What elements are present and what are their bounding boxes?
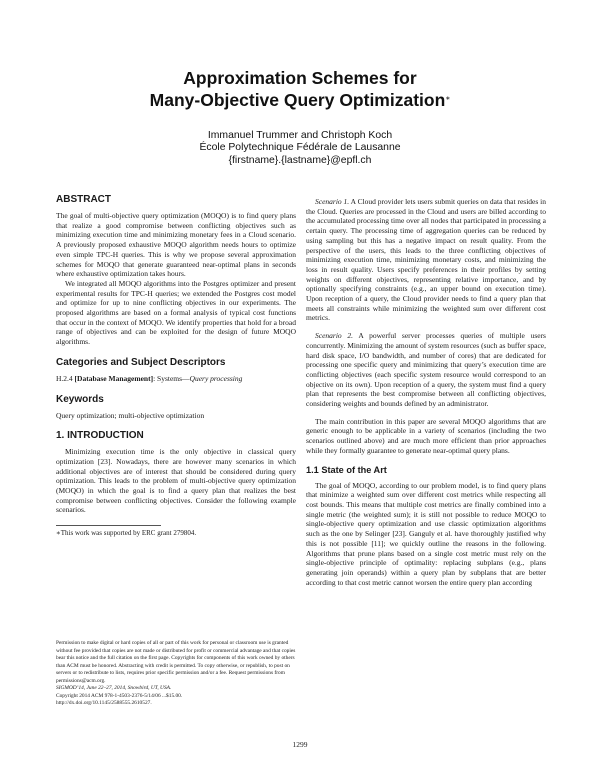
footnote-text: ∗This work was supported by ERC grant 279804. [56, 529, 197, 538]
keywords-heading: Keywords [56, 393, 104, 405]
permission-text: Permission to make digital or hard copies of all or part of this work for personal or classroom use is granted without fee provided that copies are not made or distributed for profit or commercial advantage and that copies bear this notice and the full citation on the first page. Copyrights for components of this work owned by others than ACM must be honored. Abstracting with credit is permitted. To copy otherwise, or republish, to post on servers or to redistribute to lists, requires prior specific permission and/or a fee. Request permissions from permissions@acm.org. [56, 640, 296, 684]
scenario-1-text: A Cloud provider lets users submit queries on data that resides in the Cloud. Queries are processed in the Cloud and users are billed according to the accumulated processing time over all nodes that participated in processing a certain query. The processing time of aggregation queries can be reduced by using sampling but this has a negative impact on result quality. From the perspective of the users, this leads to the three conflicting objectives of minimizing execution time, minimizing monetary costs, and minimizing the loss in result quality. Users specify preferences in their profiles by setting weights on different objectives, representing relative importance, and by optionally specifying constraints (e.g., an upper bound on execution time). Upon reception of a query, the Cloud provider needs to find a query plan that meets all constraints while minimizing the weighted sum over different cost metrics. [306, 197, 546, 323]
scenario-2-text: A powerful server processes queries of multiple users concurrently. Minimizing the amount of system resources (such as buffer space, hard disk space, I/O bandwidth, and number of cores) that are dedicated for processing one specific query and minimizing that query’s execution time are conflicting objectives (each specific system resource would correspond to an objective on its own). Upon reception of a query, the system must find a query plan that represents the best compromise between all conflicting objectives, considering weights and bounds defined by an administrator. [306, 331, 546, 409]
copyright-line: Copyright 2014 ACM 978-1-4503-2376-5/14/06 ...$15.00. [56, 692, 183, 699]
title-footnote-mark: ∗ [445, 96, 451, 102]
abstract-paragraph-1: The goal of multi-objective query optimization (MOQO) is to find query plans that realize a good compromise between conflicting objectives such as minimizing execution time and minimizing monetary fees in a Cloud scenario. A previously proposed exhaustive MOQO algorithm needs hours to optimize even simple TPC-H queries. This is why we propose several approximation schemes for MOQO that generate guaranteed near-optimal plans in seconds where exhaustive optimization takes hours. [56, 211, 296, 279]
abstract-heading: ABSTRACT [56, 194, 111, 205]
author-affiliation: École Polytechnique Fédérale de Lausanne [199, 142, 401, 154]
keywords-text: Query optimization; multi-objective optimization [56, 410, 205, 420]
doi-line: http://dx.doi.org/10.1145/2588555.2610527. [56, 700, 152, 706]
title-line-2 [0, 89, 600, 111]
author-block [0, 130, 600, 167]
scenario-1-label: Scenario 1. [315, 197, 350, 206]
category-rest: : Systems— [153, 373, 190, 383]
title-line-2-text: Many-Objective Query Optimization [149, 90, 446, 110]
venue-line: SIGMOD’14, June 22–27, 2014, Snowbird, UT, USA. [56, 685, 172, 691]
author-email: {firstname}.{lastname}@epfl.ch [228, 154, 372, 166]
scenario-2-label: Scenario 2. [315, 331, 354, 341]
right-column [306, 197, 546, 587]
scenario-2-paragraph [306, 331, 546, 409]
state-of-art-heading: 1.1 State of the Art [306, 464, 387, 475]
category-italic: Query processing [189, 373, 243, 383]
contribution-paragraph: The main contribution in this paper are several MOQO algorithms that are generic enough to be applicable in a variety of scenarios (including the two scenarios outlined above) and are much more efficient than prior approaches while they formally guarantee to generate near-optimal query plans. [306, 416, 546, 455]
category-code: H.2.4 [56, 373, 73, 383]
introduction-heading: 1. INTRODUCTION [56, 430, 144, 442]
permission-block [56, 640, 296, 708]
author-names: Immanuel Trummer and Christoph Koch [207, 130, 393, 141]
paper-title [0, 68, 600, 111]
category-name: [Database Management] [74, 373, 154, 383]
state-of-art-paragraph-1: The goal of MOQO, according to our problem model, is to find query plans that minimize a weighted sum over different cost metrics while respecting all cost bounds. This means that multiple cost metrics are finally combined into a single metric (the weighted sum); it is still not possible to reduce MOQO to single-objective query optimization and use classic optimization algorithms such as the one by Selinger [23]. Ganguly et al. have thoroughly justified why this is not possible [11]; we quickly outline the reasons in the following. Algorithms that prune plans based on a single cost metric must rely on the single-objective principle of optimality: replacing subplans (e.g., plans generating join operands) within a query plan by subplans that are better according to that cost metric cannot worsen the entire query plan according [306, 480, 546, 587]
left-column [56, 194, 296, 538]
page-number: 1299 [292, 740, 308, 749]
scenario-1-paragraph [306, 197, 546, 323]
abstract-paragraph-2: We integrated all MOQO algorithms into the Postgres optimizer and present experimental results for TPC-H queries; we extended the Postgres cost model and optimize for up to nine conflicting objectives in our experiments. The proposed algorithms are based on a formal analysis of typical cost functions that occur in the context of MOQO. We identify properties that hold for a broad range of objectives and can be exploited for the design of future MOQO algorithms. [56, 278, 296, 347]
categories-heading: Categories and Subject Descriptors [56, 356, 226, 368]
categories-text [56, 374, 296, 384]
title-line-1: Approximation Schemes for [183, 68, 417, 88]
introduction-paragraph-1: Minimizing execution time is the only objective in classical query optimization [23]. Nowadays, there are however many scenarios in which additional objectives are of interest that should be considered during query optimization. This leads to the problem of multi-objective query optimization (MOQO) in which the goal is to find a query plan that realizes the best compromise between conflicting objectives. Consider the following example scenarios. [56, 447, 296, 515]
